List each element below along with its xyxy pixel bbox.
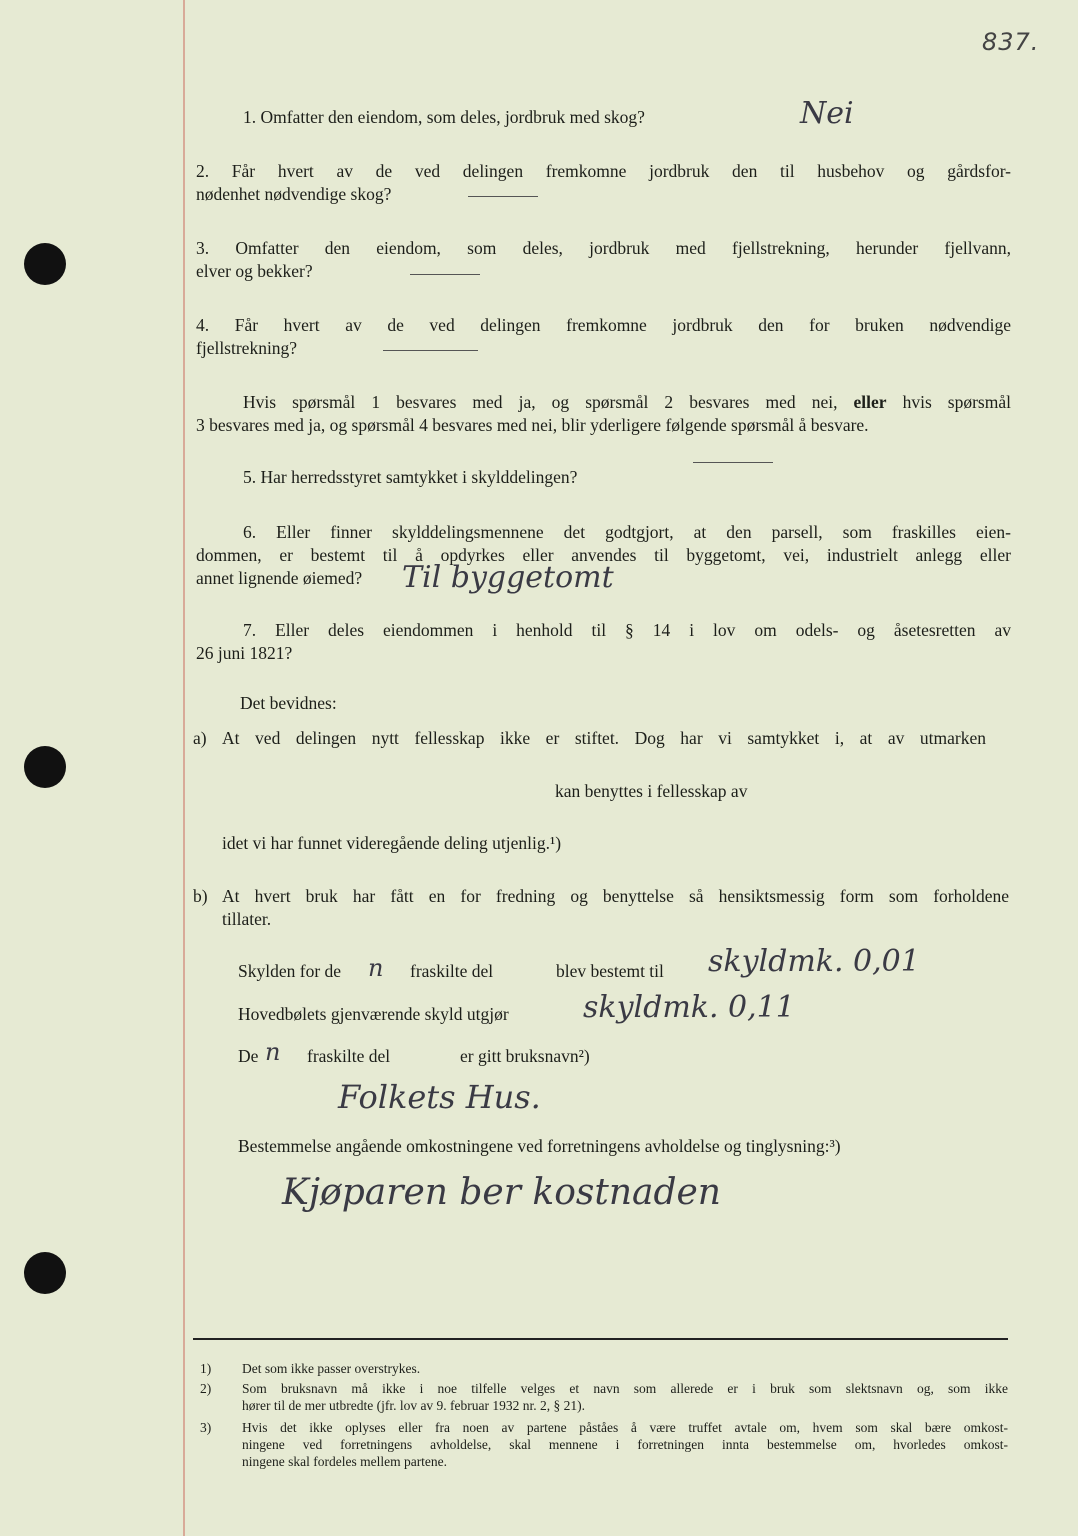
skylden-fill-handwritten: n	[368, 954, 384, 982]
question-2	[196, 160, 1011, 206]
question-2-line-1: 2. Får hvert av de ved delingen fremkomne jordbruk den til husbehov og gårdsfor-	[196, 161, 1011, 181]
footnote-text: Hvis det ikke oplyses eller fra noen av partene påståes å være truffet avtale om, hvem som skal bære omkost-	[242, 1420, 1008, 1435]
footnote-text: Det som ikke passer overstrykes.	[242, 1361, 421, 1376]
punch-hole	[24, 1252, 66, 1294]
item-b-line-1: At hvert bruk har fått en for fredning og benyttelse så hensiktsmessig form som forholdene	[222, 886, 1009, 906]
footnote-number: 1)	[200, 1361, 212, 1376]
item-a-line-2: kan benyttes i fellesskap av	[555, 781, 748, 801]
question-4	[196, 314, 1011, 360]
question-3-line-2: elver og bekker?	[196, 261, 313, 281]
footnote-2	[200, 1380, 1008, 1414]
attest-heading: Det bevidnes:	[240, 693, 337, 713]
conditional-text: hvis spørsmål	[902, 392, 1011, 412]
answer-dash	[468, 196, 538, 197]
skylden-label: Skylden for de	[238, 961, 342, 981]
punch-hole	[24, 746, 66, 788]
bruksnavn-value-handwritten: Folkets Hus.	[338, 1078, 541, 1116]
punch-hole	[24, 243, 66, 285]
answer-6-handwritten: Til byggetomt	[402, 560, 614, 595]
question-1: 1. Omfatter den eiendom, som deles, jordbruk med skog?	[243, 107, 645, 127]
answer-1-handwritten: Nei	[800, 96, 854, 131]
item-b	[222, 885, 1009, 931]
question-2-line-2: nødenhet nødvendige skog?	[196, 184, 392, 204]
footnote-text: ningene skal fordeles mellem partene.	[242, 1454, 448, 1469]
item-a-line-3: idet vi har funnet videregående deling utjenlig.¹)	[222, 833, 562, 853]
hovedbol-label: Hovedbølets gjenværende skyld utgjør	[238, 1004, 509, 1024]
question-6-line-1: 6. Eller finner skylddelingsmennene det godtgjort, at den parsell, som fraskilles eien-	[243, 522, 1011, 542]
footnote-text: ningene ved forretningens avholdelse, skal mennene i forretningen innta bestemmelse om, hvorledes omkost-	[242, 1437, 1008, 1452]
conditional-paragraph	[196, 391, 1011, 437]
question-7	[196, 619, 1011, 665]
footnote-text: hører til de mer utbredte (jfr. lov av 9. februar 1932 nr. 2, § 21).	[242, 1398, 586, 1413]
item-b-line-2: tillater.	[222, 909, 272, 929]
kostnad-value-handwritten: Kjøparen ber kostnaden	[282, 1172, 721, 1213]
question-5: 5. Har herredsstyret samtykket i skylddelingen?	[243, 467, 578, 487]
conditional-text: Hvis spørsmål 1 besvares med ja, og spørsmål 2 besvares med nei,	[243, 392, 838, 412]
footnote-3	[200, 1419, 1008, 1470]
question-3-line-1: 3. Omfatter den eiendom, som deles, jordbruk med fjellstrekning, herunder fjellvann,	[196, 238, 1011, 258]
margin-line	[183, 0, 185, 1536]
bruksnavn-label: De	[238, 1046, 259, 1066]
bruksnavn-label-2: fraskilte del	[307, 1046, 391, 1066]
conditional-bold: eller	[853, 392, 887, 412]
item-a-marker: a)	[193, 728, 207, 748]
item-a-line-1: At ved delingen nytt fellesskap ikke er stiftet. Dog har vi samtykket i, at av utmarken	[222, 728, 986, 748]
footnote-rule	[193, 1338, 1008, 1340]
page-number: 837.	[982, 28, 1040, 56]
conditional-line-2: 3 besvares med ja, og spørsmål 4 besvares med nei, blir yderligere følgende spørsmål å besvare.	[196, 415, 869, 435]
skylden-label-2: fraskilte del	[410, 961, 494, 981]
item-b-marker: b)	[193, 886, 208, 906]
footnote-text: Som bruksnavn må ikke i noe tilfelle velges et navn som allerede er i bruk som slektsnavn og, som ikke	[242, 1381, 1008, 1396]
question-4-line-2: fjellstrekning?	[196, 338, 298, 358]
question-7-line-1: 7. Eller deles eiendommen i henhold til § 14 i lov om odels- og åsetesretten av	[243, 620, 1011, 640]
answer-dash	[693, 462, 773, 463]
skylden-label-3: blev bestemt til	[556, 961, 664, 981]
footnote-1	[200, 1360, 1008, 1377]
hovedbol-value-handwritten: skyldmk. 0,11	[583, 990, 795, 1025]
question-6-line-3: annet lignende øiemed?	[196, 568, 363, 588]
skylden-value-handwritten: skyldmk. 0,01	[708, 944, 920, 979]
question-3	[196, 237, 1011, 283]
question-6-line-2: dommen, er bestemt til å opdyrkes eller anvendes til byggetomt, vei, industrielt anlegg eller	[196, 545, 1011, 565]
question-4-line-1: 4. Får hvert av de ved delingen fremkomne jordbruk den for bruken nødvendige	[196, 315, 1011, 335]
footnote-number: 3)	[200, 1420, 212, 1435]
kostnad-label: Bestemmelse angående omkostningene ved forretningens avholdelse og tinglysning:³)	[238, 1136, 841, 1156]
answer-dash	[410, 274, 480, 275]
bruksnavn-label-3: er gitt bruksnavn²)	[460, 1046, 590, 1066]
bruksnavn-fill-handwritten: n	[265, 1038, 281, 1066]
footnote-number: 2)	[200, 1381, 212, 1396]
question-7-line-2: 26 juni 1821?	[196, 643, 293, 663]
answer-dash	[383, 350, 478, 351]
